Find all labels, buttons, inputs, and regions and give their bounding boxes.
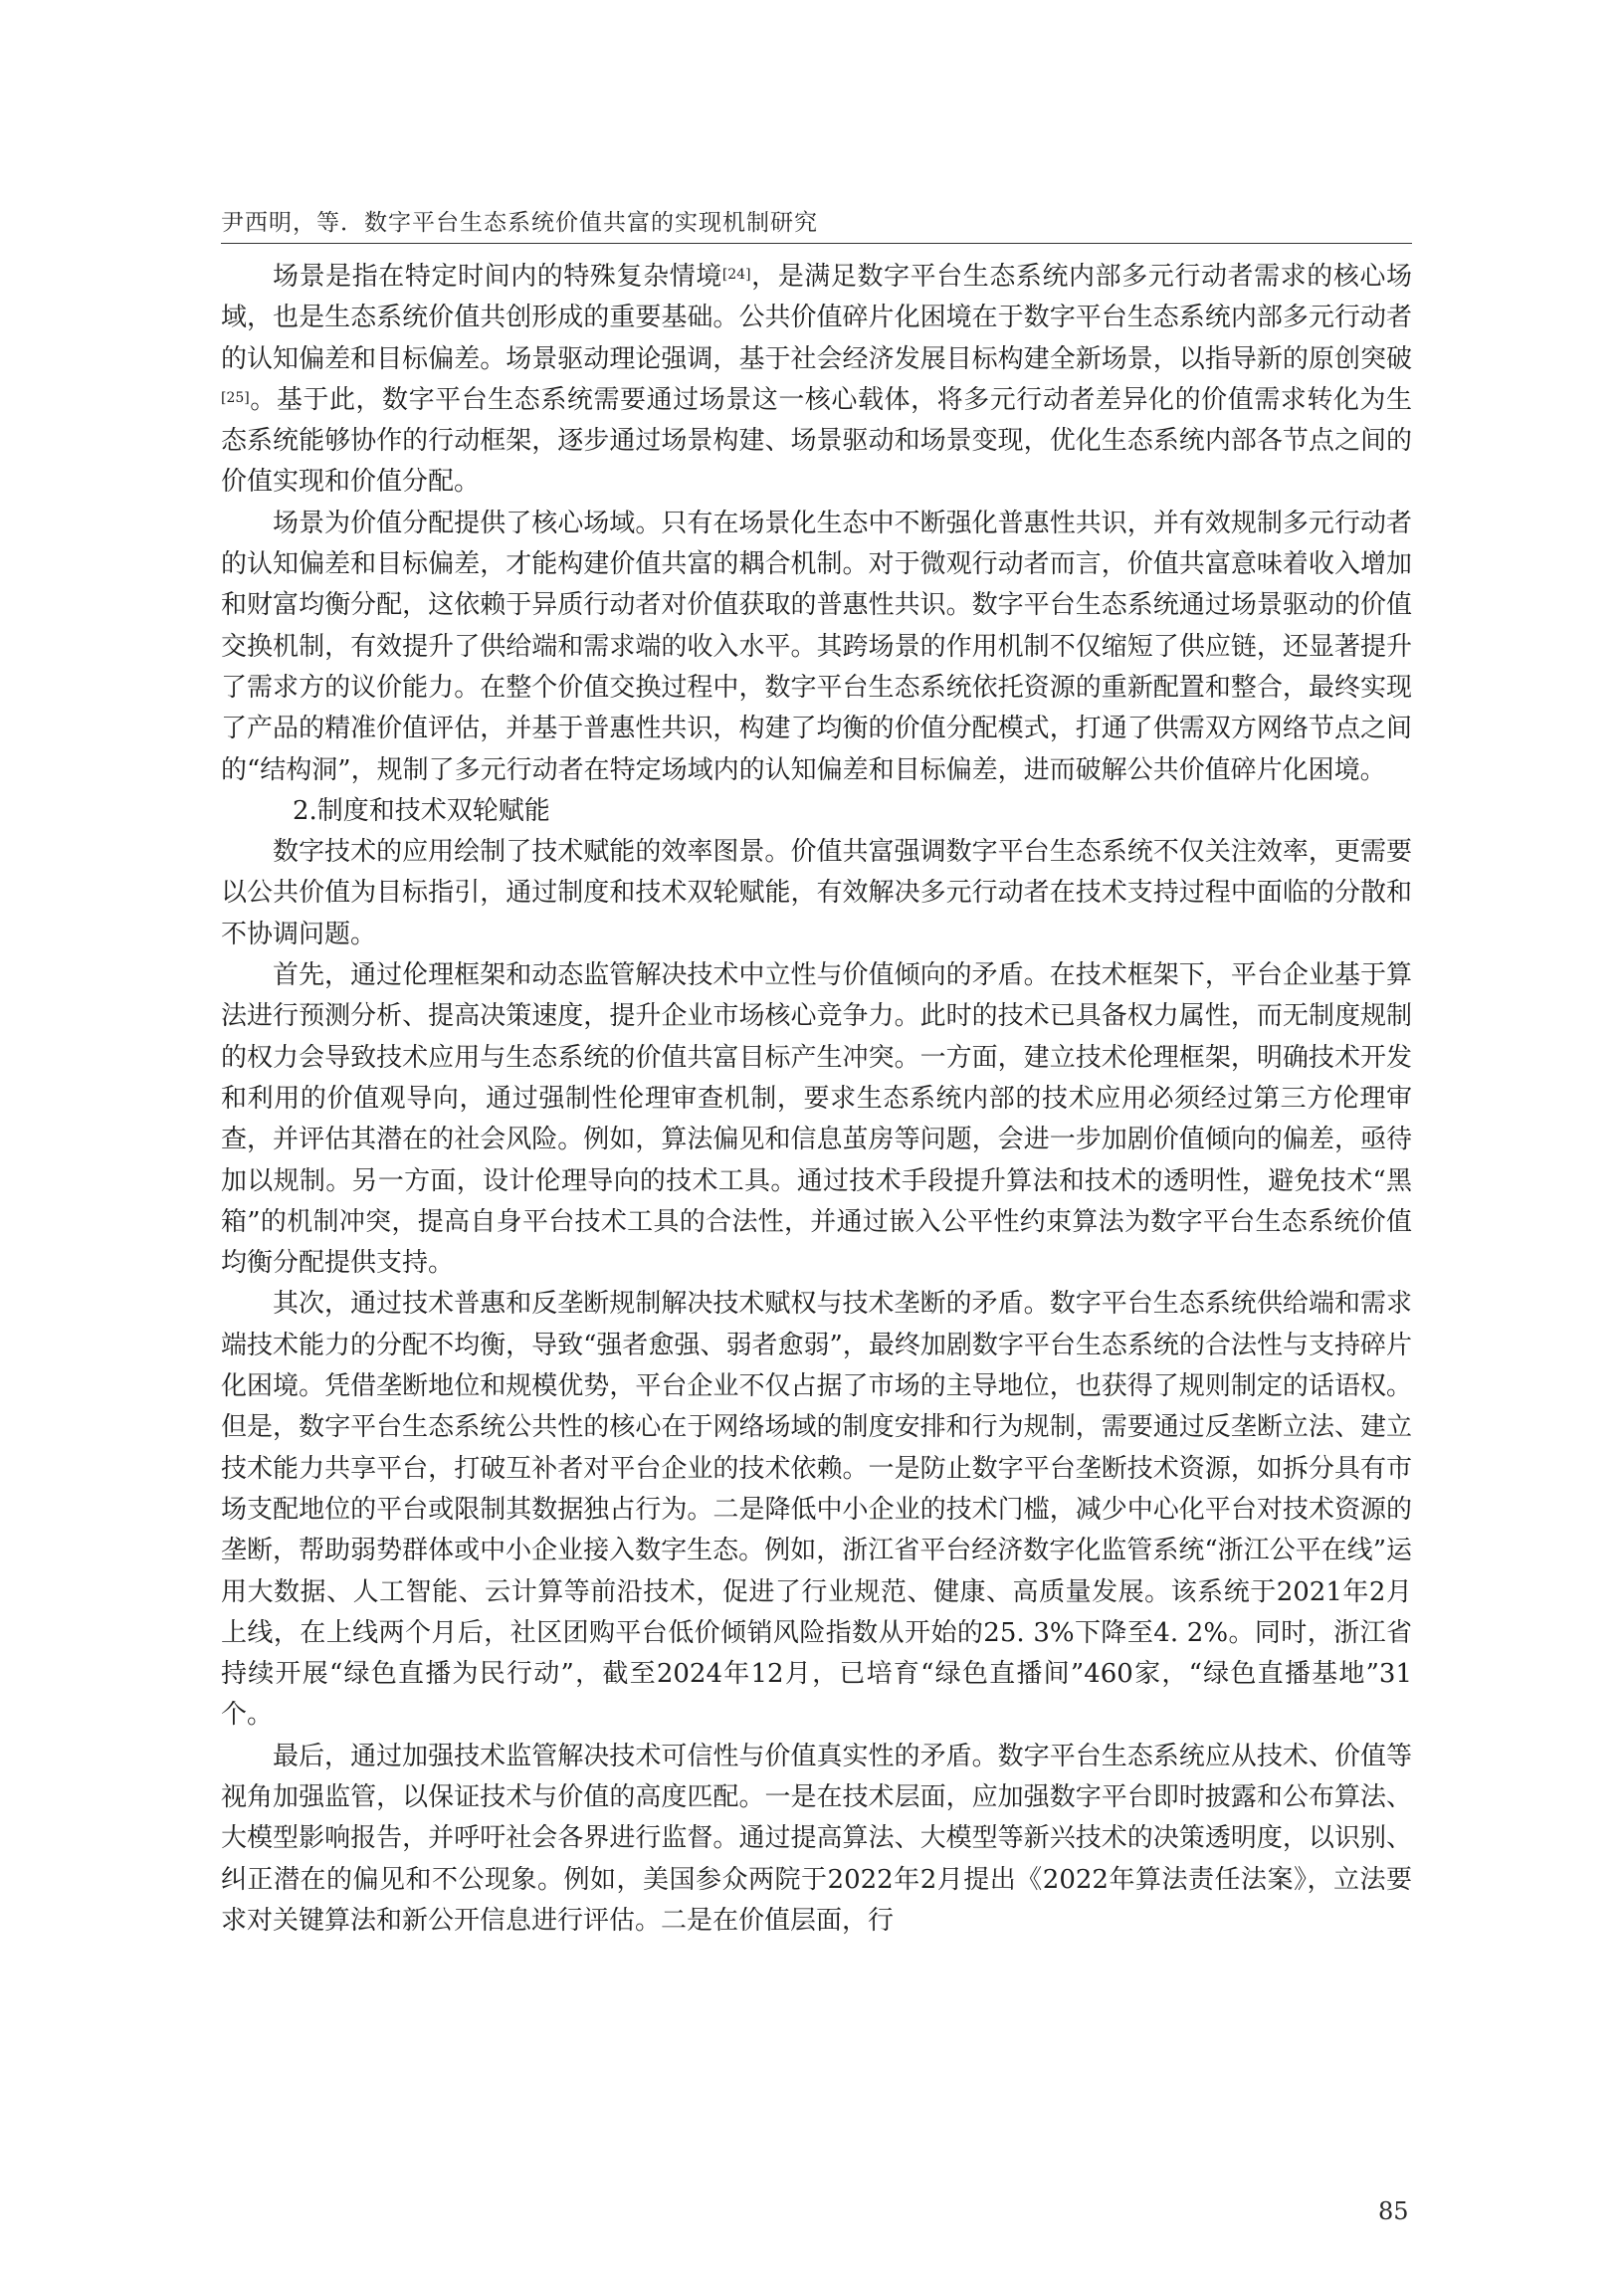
paragraph-1-part-b: ，是满足数字平台生态系统内部多元行动者需求的核心场域，也是生态系统价值共创形成的重要基础。公共价值碎片化困境在于数字平台生态系统内部多元行动者的认知偏差和目标偏差。场景驱动理论强调，基于社会经济发展目标构建全新场景，以指导新的原创突破	[221, 262, 1412, 374]
article-body	[221, 257, 1412, 1942]
paragraph-2: 场景为价值分配提供了核心场域。只有在场景化生态中不断强化普惠性共识，并有效规制多元行动者的认知偏差和目标偏差，才能构建价值共富的耦合机制。对于微观行动者而言，价值共富意味着收入增加和财富均衡分配，这依赖于异质行动者对价值获取的普惠性共识。数字平台生态系统通过场景驱动的价值交换机制，有效提升了供给端和需求端的收入水平。其跨场景的作用机制不仅缩短了供应链，还显著提升了需求方的议价能力。在整个价值交换过程中，数字平台生态系统依托资源的重新配置和整合，最终实现了产品的精准价值评估，并基于普惠性共识，构建了均衡的价值分配模式，打通了供需双方网络节点之间的“结构洞”，规制了多元行动者在特定场域内的认知偏差和目标偏差，进而破解公共价值碎片化困境。	[221, 508, 1412, 785]
header-divider	[221, 243, 1412, 244]
paragraph-3: 数字技术的应用绘制了技术赋能的效率图景。价值共富强调数字平台生态系统不仅关注效率，更需要以公共价值为目标指引，通过制度和技术双轮赋能，有效解决多元行动者在技术支持过程中面临的分散和不协调问题。	[221, 837, 1412, 949]
page-number: 85	[1378, 2197, 1409, 2225]
citation-24: [24]	[721, 267, 751, 283]
paragraph-5: 其次，通过技术普惠和反垄断规制解决技术赋权与技术垄断的矛盾。数字平台生态系统供给端和需求端技术能力的分配不均衡，导致“强者愈强、弱者愈弱”，最终加剧数字平台生态系统的合法性与支持碎片化困境。凭借垄断地位和规模优势，平台企业不仅占据了市场的主导地位，也获得了规则制定的话语权。但是，数字平台生态系统公共性的核心在于网络场域的制度安排和行为规制，需要通过反垄断立法、建立技术能力共享平台，打破互补者对平台企业的技术依赖。一是防止数字平台垄断技术资源，如拆分具有市场支配地位的平台或限制其数据独占行为。二是降低中小企业的技术门槛，减少中心化平台对技术资源的垄断，帮助弱势群体或中小企业接入数字生态。例如，浙江省平台经济数字化监管系统“浙江公平在线”运用大数据、人工智能、云计算等前沿技术，促进了行业规范、健康、高质量发展。该系统于2021年2月上线，在上线两个月后，社区团购平台低价倾销风险指数从开始的25. 3%下降至4. 2%。同时，浙江省持续开展“绿色直播为民行动”，截至2024年12月，已培育“绿色直播间”460家，“绿色直播基地”31个。	[221, 1289, 1412, 1731]
running-header: 尹西明，等．数字平台生态系统价值共富的实现机制研究	[221, 210, 818, 236]
citation-25: [25]	[221, 389, 250, 406]
paragraph-1-part-a: 场景是指在特定时间内的特殊复杂情境	[273, 262, 722, 292]
paragraph-6: 最后，通过加强技术监管解决技术可信性与价值真实性的矛盾。数字平台生态系统应从技术、价值等视角加强监管，以保证技术与价值的高度匹配。一是在技术层面，应加强数字平台即时披露和公布算法、大模型影响报告，并呼吁社会各界进行监督。通过提高算法、大模型等新兴技术的决策透明度，以识别、纠正潜在的偏见和不公现象。例如，美国参众两院于2022年2月提出《2022年算法责任法案》，立法要求对关键算法和新公开信息进行评估。二是在价值层面，行	[221, 1741, 1412, 1936]
paragraph-1-part-c: 。基于此，数字平台生态系统需要通过场景这一核心载体，将多元行动者差异化的价值需求转化为生态系统能够协作的行动框架，逐步通过场景构建、场景驱动和场景变现，优化生态系统内部各节点之间的价值实现和价值分配。	[221, 384, 1412, 498]
paragraph-4: 首先，通过伦理框架和动态监管解决技术中立性与价值倾向的矛盾。在技术框架下，平台企业基于算法进行预测分析、提高决策速度，提升企业市场核心竞争力。此时的技术已具备权力属性，而无制度规制的权力会导致技术应用与生态系统的价值共富目标产生冲突。一方面，建立技术伦理框架，明确技术开发和利用的价值观导向，通过强制性伦理审查机制，要求生态系统内部的技术应用必须经过第三方伦理审查，并评估其潜在的社会风险。例如，算法偏见和信息茧房等问题，会进一步加剧价值倾向的偏差，亟待加以规制。另一方面，设计伦理导向的技术工具。通过技术手段提升算法和技术的透明性，避免技术“黑箱”的机制冲突，提高自身平台技术工具的合法性，并通过嵌入公平性约束算法为数字平台生态系统价值均衡分配提供支持。	[221, 960, 1412, 1279]
section-subheading: 2.制度和技术双轮赋能	[293, 795, 550, 826]
paragraph-1	[221, 257, 1412, 504]
